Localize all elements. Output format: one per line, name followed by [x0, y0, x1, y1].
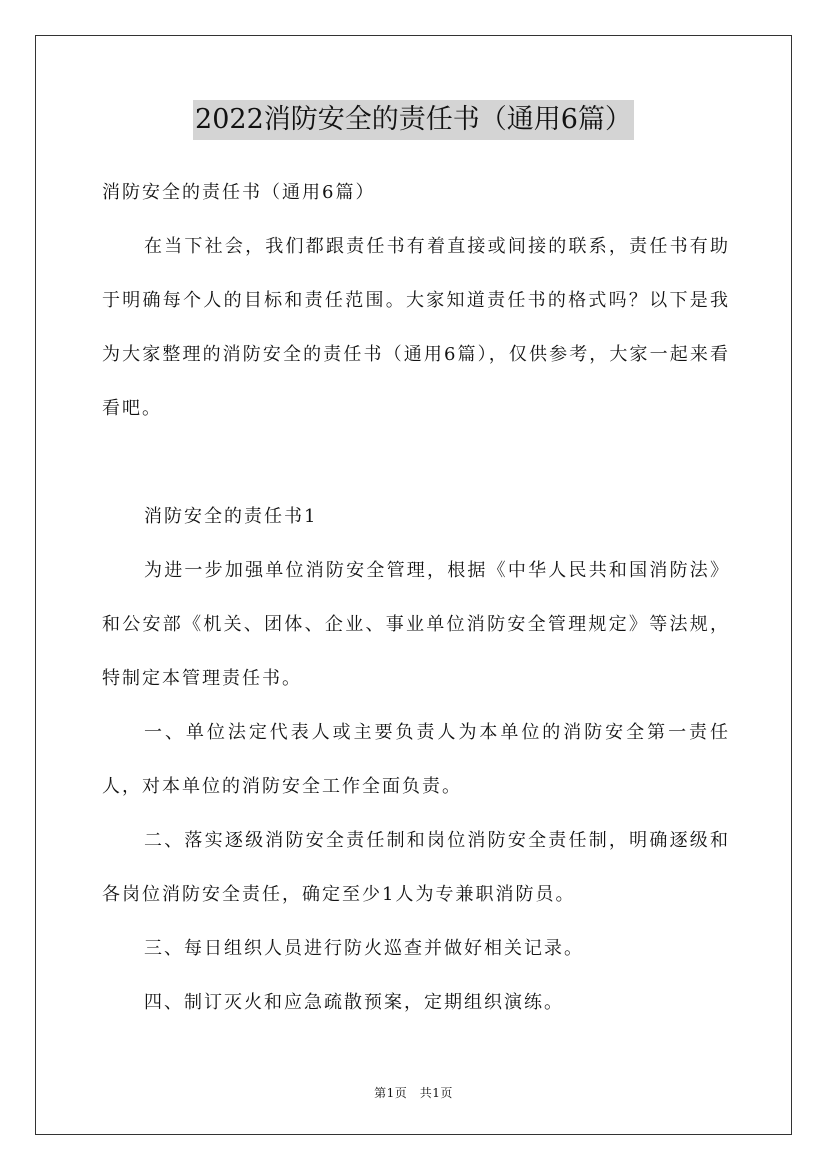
document-title: 2022消防安全的责任书（通用6篇）	[193, 100, 634, 140]
page-footer: 第1页 共1页	[374, 1086, 453, 1100]
intro-paragraph: 在当下社会，我们都跟责任书有着直接或间接的联系，责任书有助于明确每个人的目标和责任范围。大家知道责任书的格式吗？以下是我为大家整理的消防安全的责任书（通用6篇），仅供参考，大家一起来看看吧。	[102, 236, 730, 419]
document-body	[102, 166, 730, 1030]
document-subtitle: 消防安全的责任书（通用6篇）	[102, 182, 376, 203]
body-paragraph: 四、制订灭火和应急疏散预案，定期组织演练。	[144, 992, 564, 1013]
body-paragraph: 为进一步加强单位消防安全管理，根据《中华人民共和国消防法》和公安部《机关、团体、企业、事业单位消防安全管理规定》等法规，特制定本管理责任书。	[102, 560, 730, 689]
body-paragraph: 二、落实逐级消防安全责任制和岗位消防安全责任制，明确逐级和各岗位消防安全责任，确定至少1人为专兼职消防员。	[102, 830, 730, 905]
title-wrap	[0, 100, 827, 140]
body-paragraph: 一、单位法定代表人或主要负责人为本单位的消防安全第一责任人，对本单位的消防安全工作全面负责。	[102, 722, 730, 797]
body-paragraph: 三、每日组织人员进行防火巡查并做好相关记录。	[144, 938, 584, 959]
section-heading: 消防安全的责任书1	[144, 506, 318, 527]
